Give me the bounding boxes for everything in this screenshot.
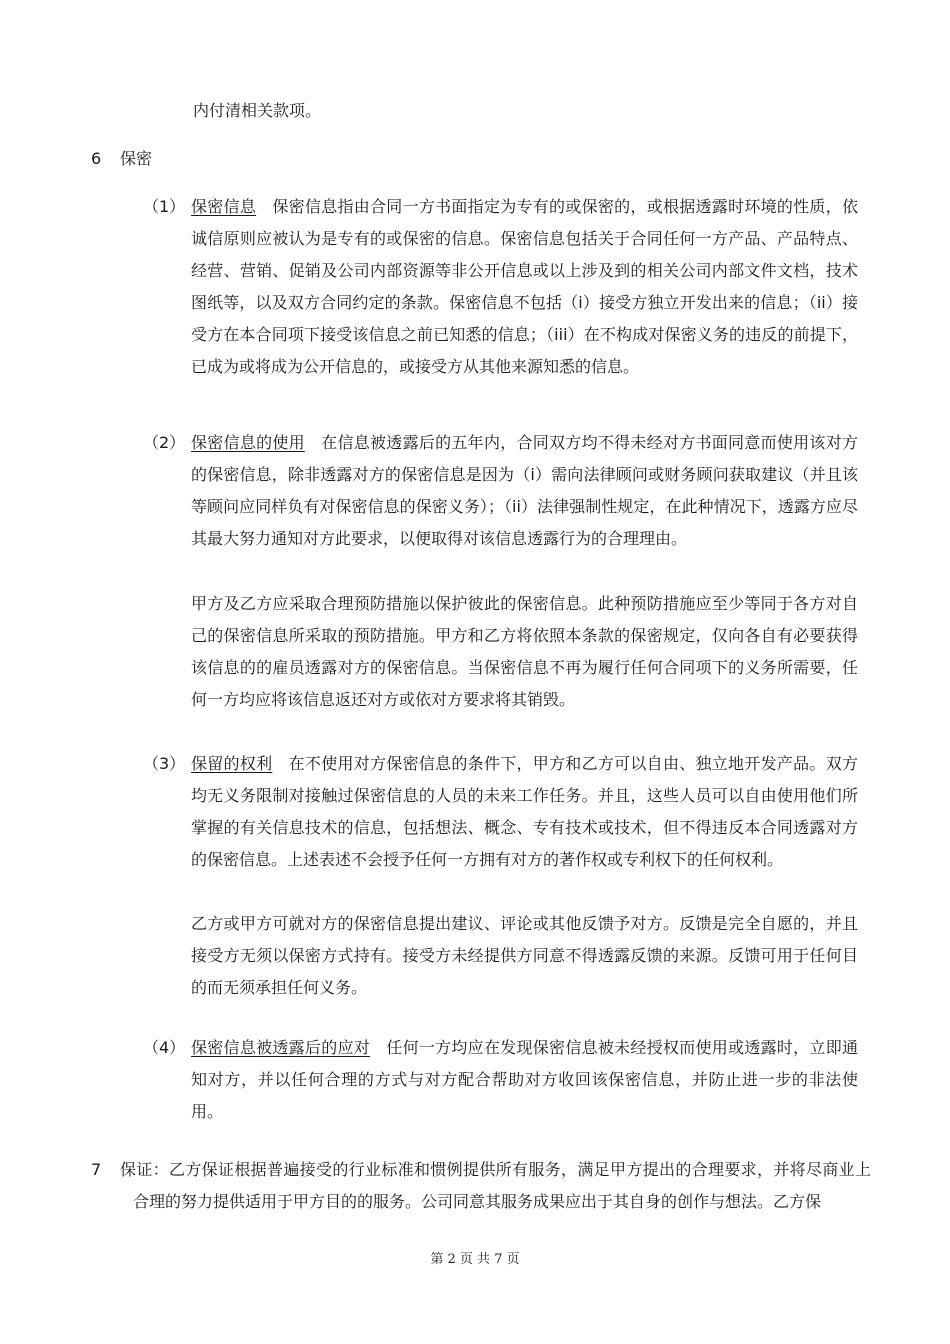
clause-text: 任何一方均应在发现保密信息被未经授权而使用或透露时，立即通知对方，并以任何合理的方式与对方配合帮助对方收回该保密信息，并防止进一步的非法使用。 (191, 1038, 858, 1121)
section-number: 7 (91, 1160, 102, 1179)
clause-paragraph (191, 191, 858, 383)
clause-text: 在信息被透露后的五年内，合同双方均不得未经对方书面同意而使用该对方的保密信息，除非透露对方的保密信息是因为（i）需向法律顾问或财务顾问获取建议（并且该等顾问应同样负有对保密信息的保密义务）；（ii）法律强制性规定，在此种情况下，透露方应尽其最大努力通知对方此要求，以便取得对该信息透露行为的合理理由。 (191, 433, 858, 548)
clause-paragraph (191, 1032, 858, 1128)
clause-heading: 保密信息的使用 (191, 433, 305, 452)
clause-heading: 保留的权利 (191, 754, 273, 773)
section-text: 保证：乙方保证根据普遍接受的行业标准和惯例提供所有服务，满足甲方提出的合理要求，并将尽商业上合理的努力提供适用于甲方目的的服务。公司同意其服务成果应出于其自身的创作与想法。乙方保 (120, 1160, 871, 1211)
continuation-text: 内付清相关款项。 (193, 101, 322, 120)
clause-number: （1） (143, 197, 186, 216)
clause-text: 在不使用对方保密信息的条件下，甲方和乙方可以自由、独立地开发产品。双方均无义务限制对接触过保密信息的人员的未来工作任务。并且，这些人员可以自由使用他们所掌握的有关信息技术的信息，包括想法、概念、专有技术或技术，但不得违反本合同透露对方的保密信息。上述表述不会授予任何一方拥有对方的著作权或专利权下的任何权利。 (191, 754, 858, 869)
section-paragraph (120, 1154, 871, 1218)
page-footer: 第 2 页 共 7 页 (430, 1252, 520, 1267)
clause-extra-paragraph: 甲方及乙方应采取合理预防措施以保护彼此的保密信息。此种预防措施应至少等同于各方对自己的保密信息所采取的预防措施。甲方和乙方将依照本条款的保密规定，仅向各自有必要获得该信息的的雇员透露对方的保密信息。当保密信息不再为履行任何合同项下的义务所需要，任何一方均应将该信息返还对方或依对方要求将其销毁。 (191, 594, 858, 709)
clause-extra-paragraph: 乙方或甲方可就对方的保密信息提出建议、评论或其他反馈予对方。反馈是完全自愿的，并且接受方无须以保密方式持有。接受方未经提供方同意不得透露反馈的来源。反馈可用于任何目的而无须承担任何义务。 (191, 914, 858, 997)
clause-number: （3） (143, 754, 186, 773)
clause-text: 保密信息指由合同一方书面指定为专有的或保密的，或根据透露时环境的性质，依诚信原则应被认为是专有的或保密的信息。保密信息包括关于合同任何一方产品、产品特点、经营、营销、促销及公司内部资源等非公开信息或以上涉及到的相关公司内部文件文档，技术图纸等，以及双方合同约定的条款。保密信息不包括（i）接受方独立开发出来的信息；（ii）接受方在本合同项下接受该信息之前已知悉的信息；（iii）在不构成对保密义务的违反的前提下，已成为或将成为公开信息的，或接受方从其他来源知悉的信息。 (191, 197, 858, 376)
section-number: 6 (91, 149, 102, 168)
clause-paragraph (191, 427, 858, 555)
section-title: 保密 (120, 149, 153, 168)
clause-paragraph (191, 748, 858, 876)
clause-number: （2） (143, 433, 186, 452)
clause-heading: 保密信息被透露后的应对 (191, 1038, 371, 1057)
clause-heading: 保密信息 (191, 197, 257, 216)
clause-number: （4） (143, 1038, 186, 1057)
